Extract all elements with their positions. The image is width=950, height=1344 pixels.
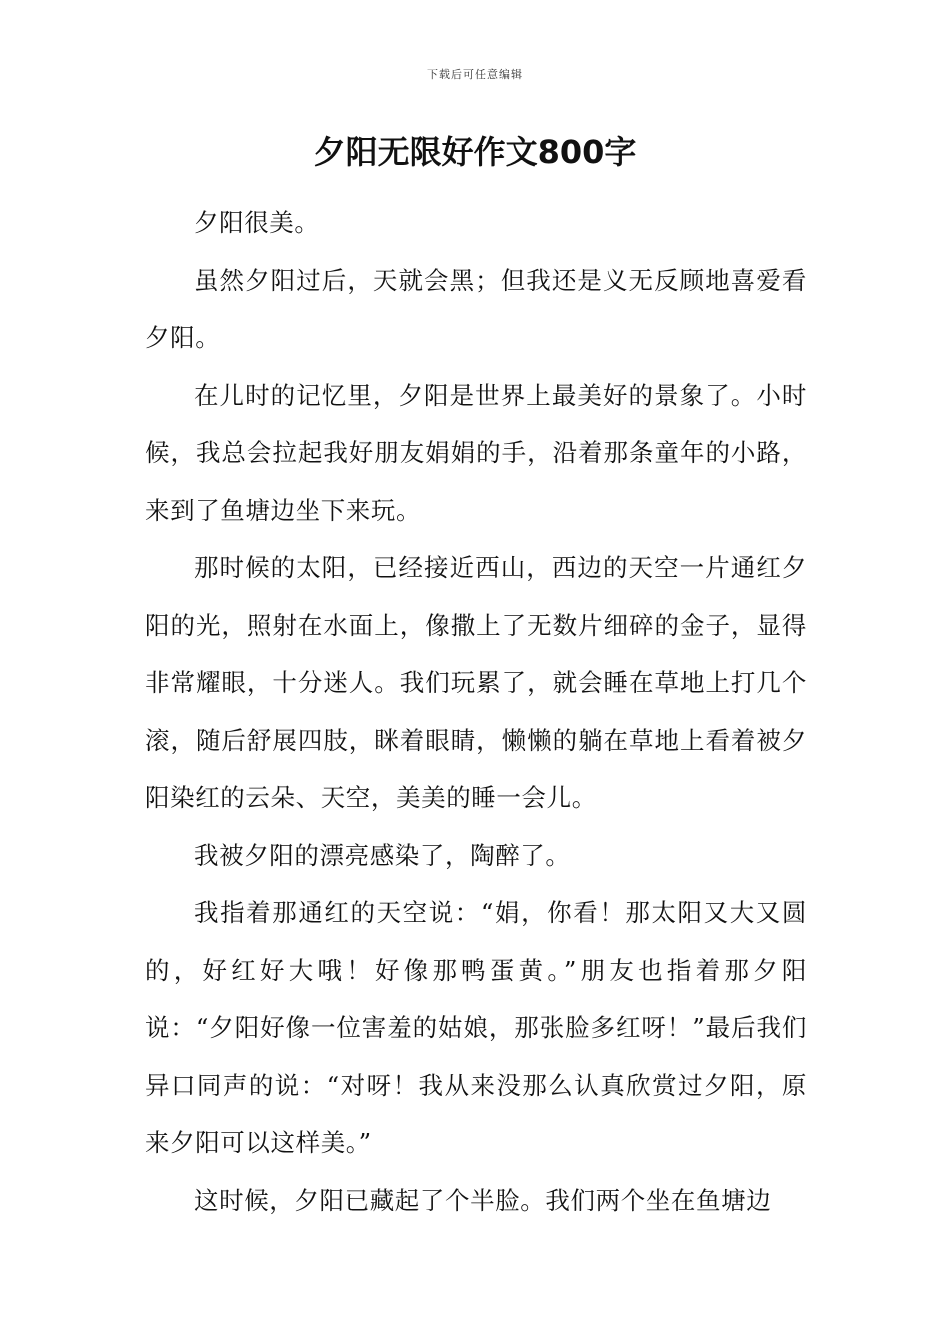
- header-note: 下载后可任意编辑: [427, 68, 523, 81]
- paragraph-2: 虽然夕阳过后，天就会黑；但我还是义无反顾地喜爱看夕阳。: [145, 265, 807, 352]
- paragraph-5: 我被夕阳的漂亮感染了，陶醉了。: [194, 840, 571, 870]
- paragraph-6: 我指着那通红的天空说：“娟，你看！那太阳又大又圆的，好红好大哦！好像那鸭蛋黄。”朋友也指着那夕阳说：“夕阳好像一位害羞的姑娘，那张脸多红呀！”最后我们异口同声的说：“对呀！我从来没那么认真欣赏过夕阳，原来夕阳可以这样美。”: [145, 898, 807, 1157]
- paragraph-1: 夕阳很美。: [194, 208, 320, 237]
- paragraph-7: 这时候，夕阳已藏起了个半脸。我们两个坐在鱼塘边: [194, 1185, 772, 1215]
- document-body: [145, 194, 807, 1229]
- paragraph-3: 在儿时的记忆里，夕阳是世界上最美好的景象了。小时候，我总会拉起我好朋友娟娟的手，沿着那条童年的小路，来到了鱼塘边坐下来玩。: [145, 380, 807, 525]
- document-title: 夕阳无限好作文800字: [313, 133, 637, 171]
- paragraph-4: 那时候的太阳，已经接近西山，西边的天空一片通红夕阳的光，照射在水面上，像撒上了无数片细碎的金子，显得非常耀眼，十分迷人。我们玩累了，就会睡在草地上打几个滚，随后舒展四肢，眯着眼睛，懒懒的躺在草地上看着被夕阳染红的云朵、天空，美美的睡一会儿。: [145, 553, 807, 812]
